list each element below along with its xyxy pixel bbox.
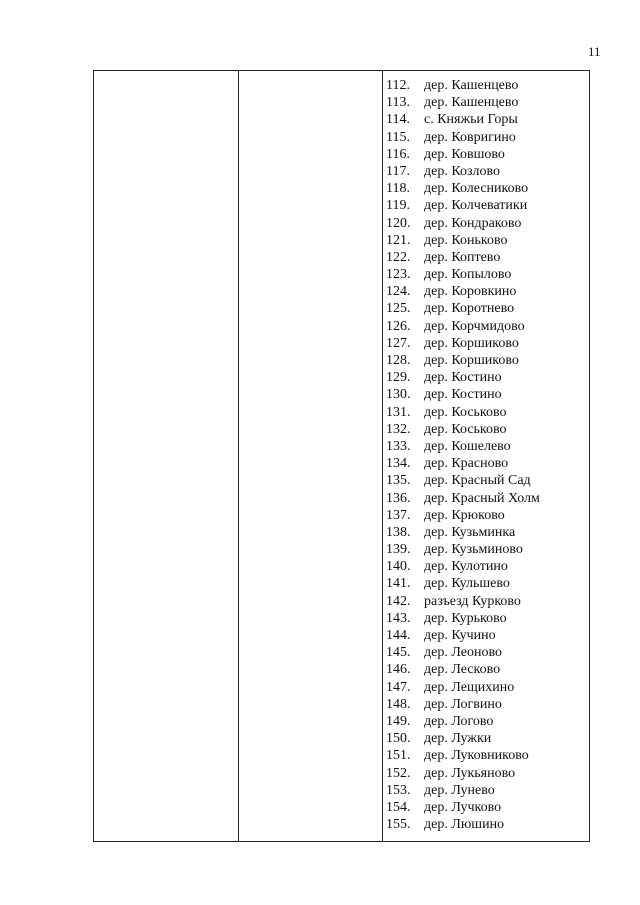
list-item	[386, 696, 540, 713]
entry-number: 150.	[386, 731, 411, 747]
entry-number: 125.	[386, 301, 411, 317]
list-item	[386, 713, 540, 730]
list-item	[386, 610, 540, 627]
entry-number: 128.	[386, 353, 411, 368]
settlement-name: дер. Красный Сад	[424, 473, 531, 489]
settlement-name: дер. Костино	[424, 370, 502, 386]
entry-number: 140.	[386, 559, 411, 575]
settlement-name: дер. Копылово	[424, 267, 512, 283]
entry-number: 154.	[386, 799, 411, 815]
list-item	[386, 507, 540, 524]
table-column-divider	[238, 71, 239, 841]
entry-number: 144.	[386, 628, 411, 643]
list-item	[386, 146, 540, 163]
entry-number: 141.	[386, 576, 411, 592]
entry-number: 139.	[386, 542, 411, 558]
entry-number: 131.	[386, 404, 411, 420]
list-item	[386, 352, 540, 369]
entry-number: 137.	[386, 507, 411, 523]
list-item	[386, 386, 540, 403]
list-item	[386, 163, 540, 180]
settlement-name: дер. Лукьяново	[424, 765, 516, 781]
list-item	[386, 180, 540, 197]
entry-number: 114.	[386, 112, 410, 128]
entry-number: 152.	[386, 765, 411, 781]
settlement-name: дер. Ковшово	[424, 146, 505, 162]
settlement-name: дер. Красново	[424, 456, 509, 472]
settlement-name: дер. Корчмидово	[424, 318, 525, 334]
settlement-name: дер. Кульшево	[424, 576, 510, 592]
entry-number: 129.	[386, 370, 411, 386]
list-item	[386, 249, 540, 266]
settlement-name: дер. Коршиково	[424, 353, 519, 368]
list-item	[386, 490, 540, 507]
settlement-name: дер. Курьково	[424, 610, 507, 626]
settlement-name: дер. Люшино	[424, 817, 505, 833]
settlement-name: дер. Лещихино	[424, 679, 515, 695]
entry-number: 126.	[386, 318, 411, 334]
list-item	[386, 94, 540, 111]
list-item	[386, 283, 540, 300]
settlement-name: с. Княжьи Горы	[424, 112, 518, 128]
entry-number: 122.	[386, 249, 411, 265]
settlement-name: дер. Кулотино	[424, 559, 508, 575]
settlement-name: дер. Коськово	[424, 404, 507, 420]
settlement-name: дер. Коптево	[424, 249, 501, 265]
list-item	[386, 799, 540, 816]
list-item	[386, 730, 540, 747]
list-item	[386, 300, 540, 317]
list-item	[386, 524, 540, 541]
entry-number: 147.	[386, 679, 411, 695]
settlement-name: дер. Лужки	[424, 731, 492, 747]
table-column-divider	[382, 71, 383, 841]
entry-number: 127.	[386, 335, 411, 351]
list-item	[386, 77, 540, 94]
list-item	[386, 679, 540, 696]
list-item	[386, 765, 540, 782]
entry-number: 138.	[386, 524, 411, 540]
settlement-name: дер. Кашенцево	[424, 95, 519, 111]
list-item	[386, 627, 540, 644]
entry-number: 113.	[386, 95, 410, 111]
list-item	[386, 421, 540, 438]
settlement-name: дер. Кашенцево	[424, 78, 519, 93]
settlement-name: дер. Леоново	[424, 645, 502, 661]
entry-number: 119.	[386, 198, 410, 214]
settlement-name: дер. Кошелево	[424, 438, 511, 454]
settlement-name: дер. Ковригино	[424, 129, 516, 145]
entry-number: 143.	[386, 610, 411, 626]
entry-number: 121.	[386, 232, 411, 248]
settlement-name: дер. Лучково	[424, 799, 502, 815]
entry-number: 134.	[386, 456, 411, 472]
entry-number: 136.	[386, 490, 411, 506]
settlement-name: разъезд Курково	[424, 593, 521, 609]
entry-number: 123.	[386, 267, 411, 283]
entry-number: 130.	[386, 387, 411, 403]
list-item	[386, 747, 540, 764]
settlement-name: дер. Луковниково	[424, 748, 529, 764]
settlement-name: дер. Кузьминово	[424, 542, 523, 558]
list-item	[386, 404, 540, 421]
settlement-name: дер. Коськово	[424, 421, 507, 437]
list-item	[386, 644, 540, 661]
settlements-table	[93, 70, 590, 842]
page-number: 11	[588, 44, 601, 59]
list-item	[386, 816, 540, 833]
list-item	[386, 197, 540, 214]
list-item	[386, 266, 540, 283]
list-item	[386, 782, 540, 799]
entry-number: 118.	[386, 181, 410, 197]
settlement-name: дер. Коньково	[424, 232, 508, 248]
entry-number: 145.	[386, 645, 411, 661]
settlement-name: дер. Лесково	[424, 662, 501, 678]
settlement-name: дер. Кондраково	[424, 215, 522, 231]
settlement-name: дер. Коршиково	[424, 335, 519, 351]
settlement-name: дер. Кузьминка	[424, 524, 516, 540]
list-item	[386, 438, 540, 455]
settlement-name: дер. Коротнево	[424, 301, 515, 317]
list-item	[386, 455, 540, 472]
list-item	[386, 541, 540, 558]
settlement-name: дер. Козлово	[424, 163, 501, 179]
list-item	[386, 558, 540, 575]
list-item	[386, 661, 540, 678]
entry-number: 149.	[386, 713, 411, 729]
settlement-name: дер. Логово	[424, 713, 494, 729]
entry-number: 148.	[386, 696, 411, 712]
settlement-name: дер. Костино	[424, 387, 502, 403]
list-item	[386, 318, 540, 335]
list-item	[386, 232, 540, 249]
entry-number: 112.	[386, 78, 410, 93]
settlement-list	[386, 77, 540, 833]
entry-number: 153.	[386, 782, 411, 798]
list-item	[386, 593, 540, 610]
settlement-name: дер. Кучино	[424, 628, 496, 643]
entry-number: 155.	[386, 817, 411, 833]
entry-number: 142.	[386, 593, 411, 609]
entry-number: 135.	[386, 473, 411, 489]
settlement-name: дер. Колесниково	[424, 181, 529, 197]
list-item	[386, 575, 540, 592]
settlement-name: дер. Коровкино	[424, 284, 517, 300]
list-item	[386, 369, 540, 386]
entry-number: 116.	[386, 146, 410, 162]
entry-number: 117.	[386, 163, 410, 179]
entry-number: 133.	[386, 438, 411, 454]
entry-number: 146.	[386, 662, 411, 678]
list-item	[386, 111, 540, 128]
entry-number: 151.	[386, 748, 411, 764]
settlement-name: дер. Красный Холм	[424, 490, 540, 506]
list-item	[386, 335, 540, 352]
settlement-name: дер. Колчеватики	[424, 198, 528, 214]
entry-number: 124.	[386, 284, 411, 300]
list-item	[386, 215, 540, 232]
entry-number: 115.	[386, 129, 410, 145]
entry-number: 132.	[386, 421, 411, 437]
settlement-name: дер. Логвино	[424, 696, 502, 712]
list-item	[386, 472, 540, 489]
list-item	[386, 129, 540, 146]
entry-number: 120.	[386, 215, 411, 231]
settlement-name: дер. Крюково	[424, 507, 505, 523]
settlement-name: дер. Лунево	[424, 782, 495, 798]
